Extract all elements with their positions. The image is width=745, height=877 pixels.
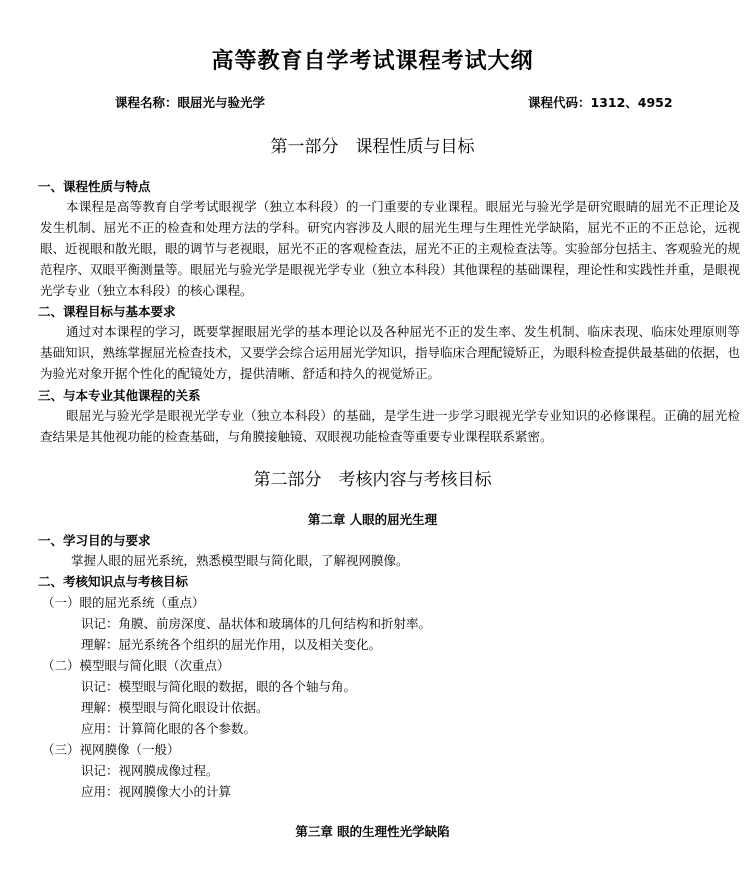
topic1-item: 识记：角膜、前房深度、晶状体和玻璃体的几何结构和折射率。 <box>81 616 432 631</box>
chapter2-title: 第二章 人眼的屈光生理 <box>307 512 438 527</box>
topic1-heading: （一）眼的屈光系统（重点） <box>42 595 205 610</box>
part1-section3-heading: 三、与本专业其他课程的关系 <box>38 388 201 403</box>
topic2-item: 识记：模型眼与简化眼的数据，眼的各个轴与角。 <box>81 679 357 694</box>
topic2-item: 应用：计算简化眼的各个参数。 <box>81 721 257 736</box>
part2-title: 第二部分 考核内容与考核目标 <box>253 470 492 490</box>
topic3-item: 识记：视网膜成像过程。 <box>81 763 219 778</box>
topic3-item: 应用：视网膜像大小的计算 <box>81 784 232 799</box>
topic2-heading: （二）模型眼与简化眼（次重点） <box>42 658 230 673</box>
part1-section3-text: 眼屈光与验光学是眼视光学专业（独立本科段）的基础，是学生进一步学习眼视光学专业知识的必修课程。正确的屈光检查结果是其他视功能的检查基础，与角膜接触镜、双眼视功能检查等重要专业课程联系紧密。 <box>40 408 740 444</box>
course-code: 课程代码：1312、4952 <box>528 95 673 110</box>
chapter3-title: 第三章 眼的生理性光学缺陷 <box>295 824 450 839</box>
part1-title: 第一部分 课程性质与目标 <box>270 137 475 157</box>
topic3-heading: （三）视网膜像（一般） <box>42 742 180 757</box>
course-name: 课程名称：眼屈光与验光学 <box>115 95 266 110</box>
part2-section2-heading: 二、考核知识点与考核目标 <box>38 574 189 589</box>
part2-section1-heading: 一、学习目的与要求 <box>38 533 151 548</box>
part1-section2-heading: 二、课程目标与基本要求 <box>38 304 176 319</box>
document-title: 高等教育自学考试课程考试大纲 <box>211 48 534 74</box>
part1-section1-text: 本课程是高等教育自学考试眼视学（独立本科段）的一门重要的专业课程。眼屈光与验光学是研究眼睛的屈光不正理论及发生机制、屈光不正的检查和处理方法的学科。研究内容涉及人眼的屈光生理与生理性光学缺陷，屈光不正的不正总论，远视眼、近视眼和散光眼，眼的调节与老视眼，屈光不正的客观检查法，屈光不正的主观检查法等。实验部分包括主、客观验光的规范程序、双眼平衡测量等。眼屈光与验光学是眼视光学专业（独立本科段）其他课程的基础课程，理论性和实践性并重，是眼视光学专业（独立本科段）的核心课程。 <box>40 199 741 298</box>
topic2-item: 理解：模型眼与简化眼设计依据。 <box>81 700 269 715</box>
part1-section1-heading: 一、课程性质与特点 <box>38 179 151 194</box>
part1-section2-text: 通过对本课程的学习，既要掌握眼屈光学的基本理论以及各种屈光不正的发生率、发生机制、临床表现、临床处理原则等基础知识，熟练掌握屈光检查技术，又要学会综合运用屈光学知识，指导临床合理配镜矫正，为眼科检查提供最基础的依据，也为验光对象开据个性化的配镜处方，提供清晰、舒适和持久的视觉矫正。 <box>40 324 741 381</box>
part2-section1-text: 掌握人眼的屈光系统，熟悉模型眼与简化眼，了解视网膜像。 <box>71 553 409 568</box>
topic1-item: 理解：屈光系统各个组织的屈光作用，以及相关变化。 <box>81 637 382 652</box>
